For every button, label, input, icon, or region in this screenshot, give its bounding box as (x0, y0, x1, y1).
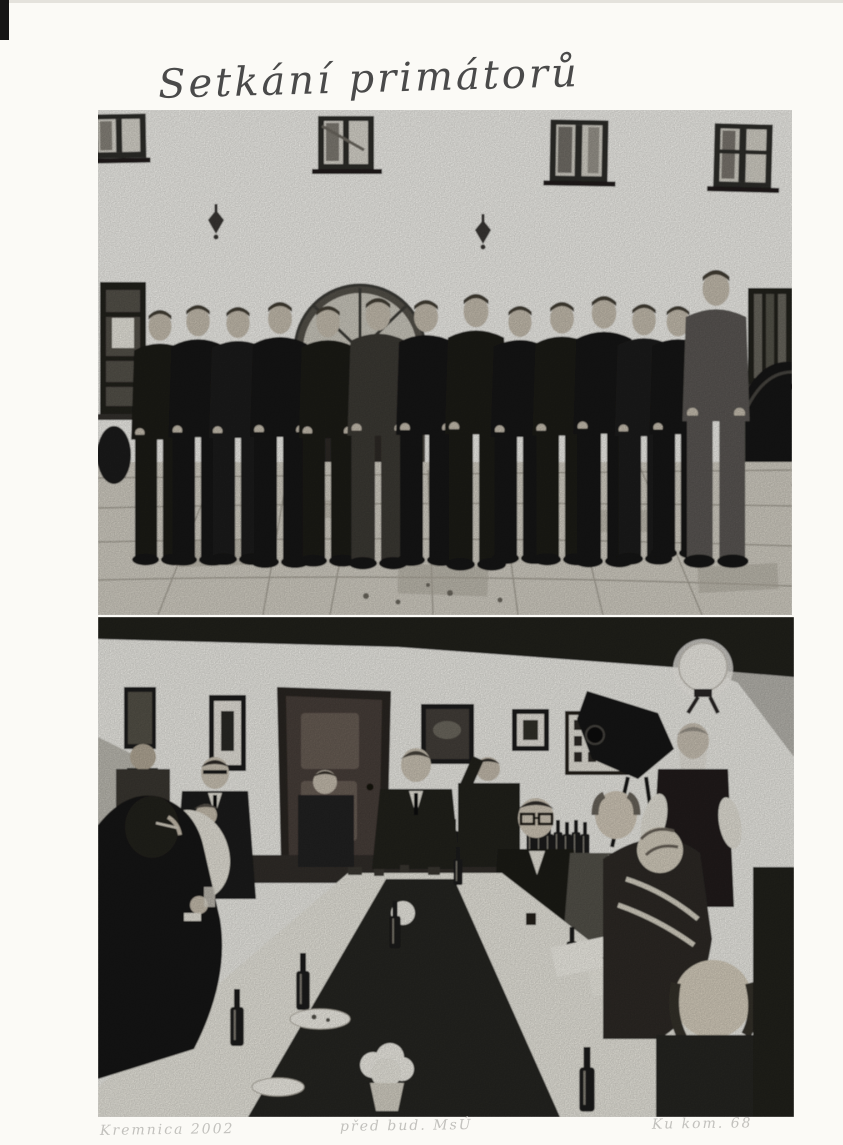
photo-grain (98, 617, 794, 1117)
scan-edge-artifact (0, 0, 843, 3)
photo-grain (98, 110, 792, 615)
handwritten-title: Setkání primátorů (157, 50, 581, 108)
caption-right: Ku kom. 68 (651, 1115, 753, 1133)
meeting-table-photo (98, 617, 794, 1117)
caption-middle: před bud. MsÚ (339, 1117, 473, 1135)
scan-corner-mark (0, 0, 9, 40)
caption-left: Kremnica 2002 (99, 1121, 235, 1139)
mayors-group-photo (98, 110, 792, 615)
